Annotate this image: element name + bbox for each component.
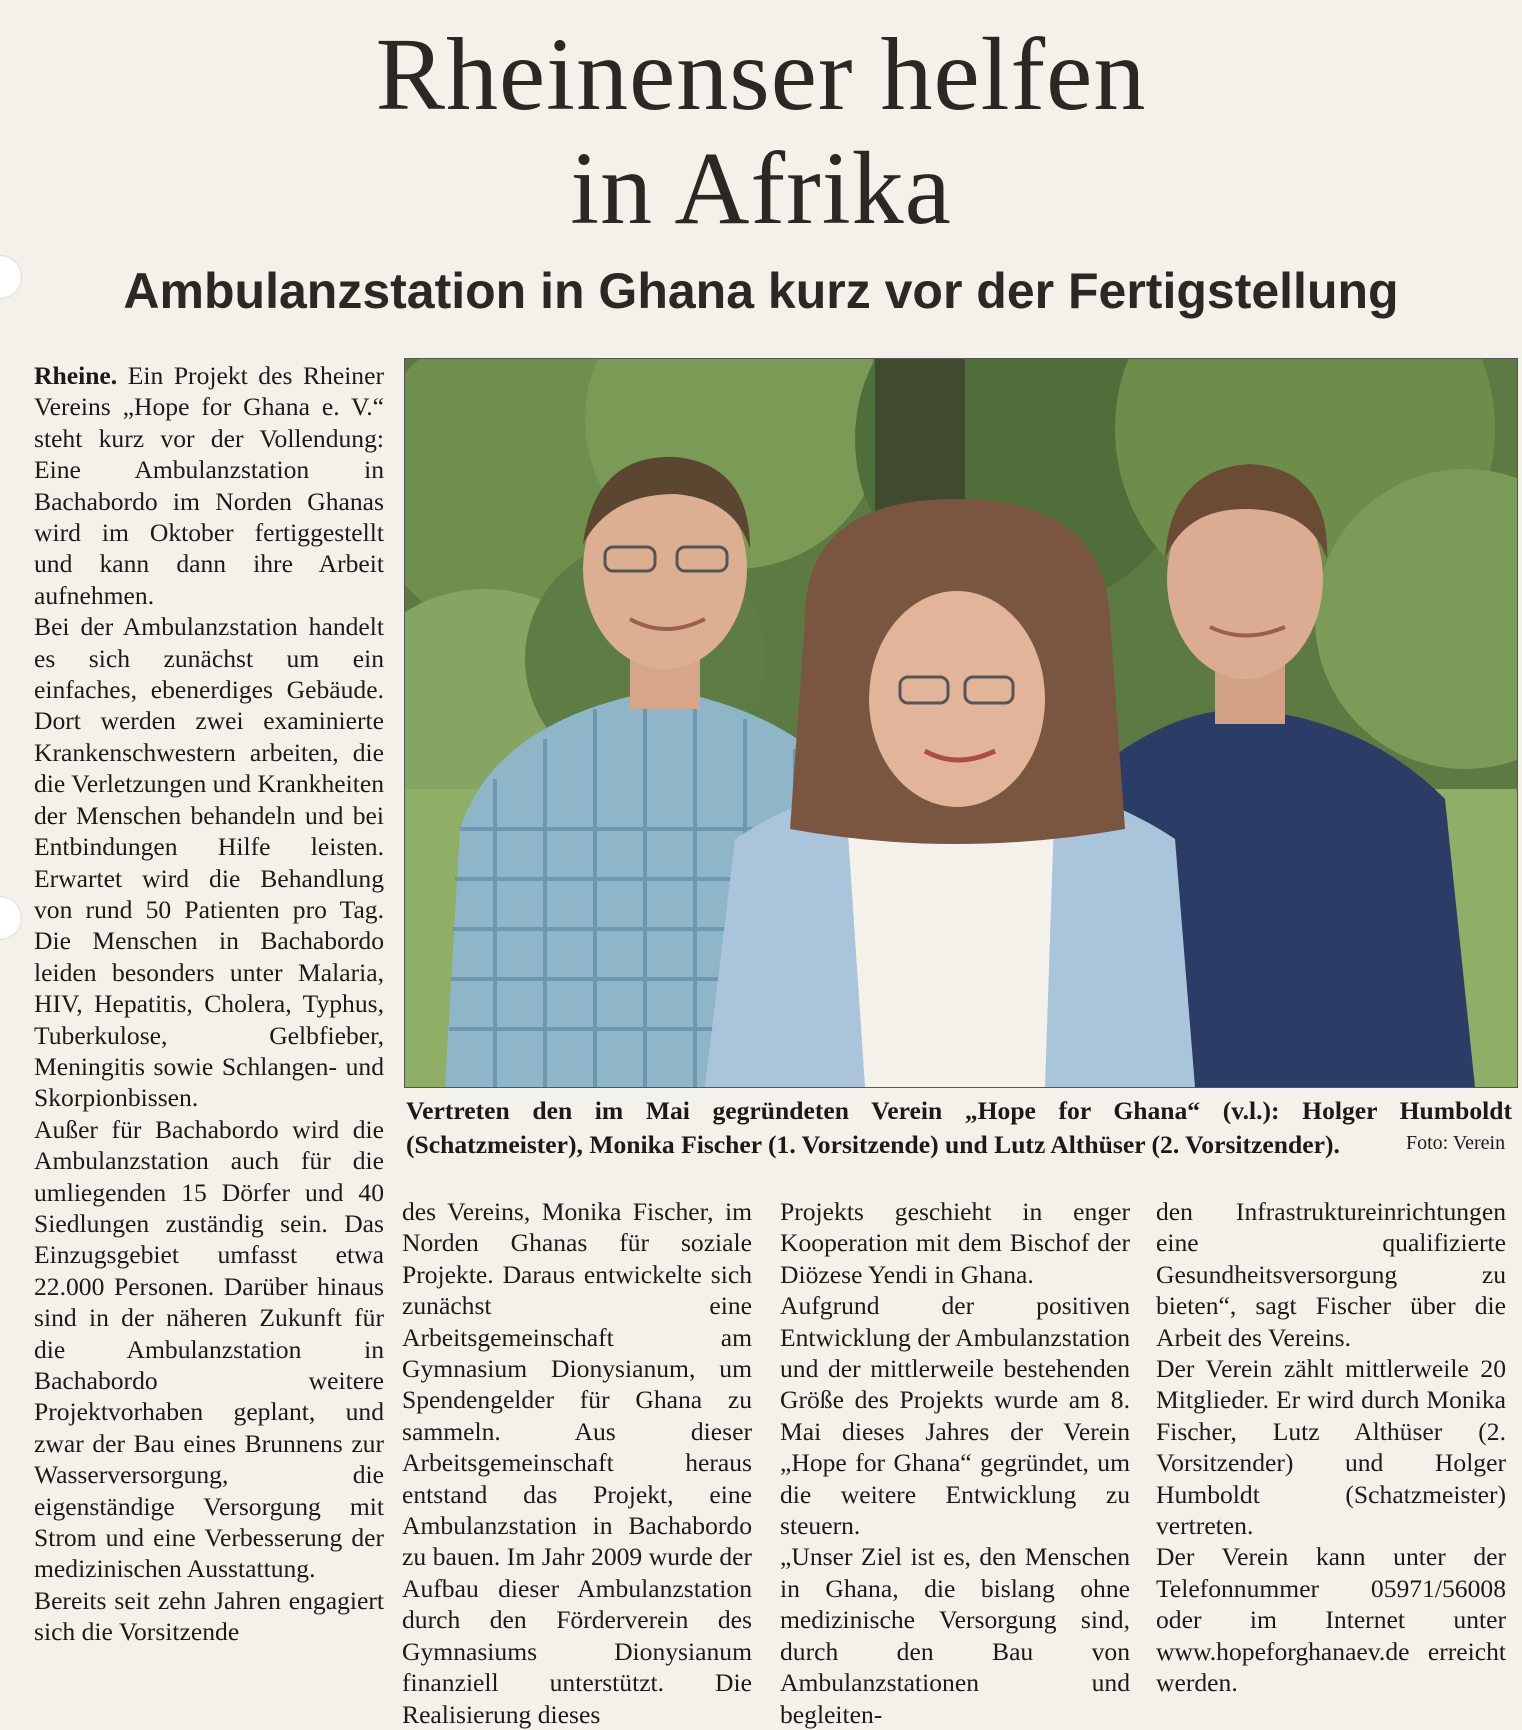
paragraph: Der Verein kann unter der Telefonnummer 05971/56008 oder im Internet unter www.hopeforghanaev.de erreicht werden. bbox=[1156, 1542, 1506, 1698]
photo-illustration bbox=[405, 359, 1517, 1087]
group-photo bbox=[404, 358, 1518, 1088]
paragraph: Bereits seit zehn Jahren engagiert sich die Vorsitzende bbox=[34, 1585, 384, 1647]
paragraph: „Unser Ziel ist es, den Menschen in Ghana, die bislang ohne medizinische Versorgung sind, durch den Bau von Ambulanzstationen und begleiten- bbox=[780, 1542, 1130, 1729]
photo-credit: Foto: Verein bbox=[1406, 1132, 1506, 1154]
headline bbox=[0, 18, 1522, 246]
paragraph: Außer für Bachabordo wird die Ambulanzstation auch für die umliegenden 15 Dörfer und 40 Siedlungen zuständig sein. Das Einzugsgebiet umfasst etwa 22.000 Personen. Darüber hinaus sind in der näheren Zukunft für die Ambulanzstation in Bachabordo weitere Projektvorhaben geplant, und zwar der Bau eines Brunnens zur Wasserversorgung, die eigenständige Versorgung mit Strom und eine Verbesserung der medizinischen Ausstattung. bbox=[34, 1114, 384, 1584]
article-column-2 bbox=[402, 1196, 752, 1730]
headline-line-1: Rheinenser helfen bbox=[375, 17, 1147, 132]
paragraph: Der Verein zählt mittlerweile 20 Mitglieder. Er wird durch Monika Fischer, Lutz Althüser (2. Vorsitzender) und Holger Humboldt (Schatzmeister) vertreten. bbox=[1156, 1354, 1506, 1541]
paragraph-text: Ein Projekt des Rheiner Vereins „Hope for Ghana e. V.“ steht kurz vor der Vollendung: Eine Ambulanzstation in Bachabordo im Norden Ghanas wird im Oktober fertiggestellt und kann dann ihre Arbeit aufnehmen. bbox=[34, 361, 384, 610]
punch-hole-bottom bbox=[0, 896, 22, 940]
paragraph: Bei der Ambulanzstation handelt es sich zunächst um ein einfaches, ebenerdiges Gebäude. Dort werden zwei examinierte Krankenschwestern arbeiten, die die Verletzungen und Krankheiten der Menschen behandeln und bei Entbindungen Hilfe leisten. Erwartet wird die Behandlung von rund 50 Patienten pro Tag. Die Menschen in Bachabordo leiden besonders unter Malaria, HIV, Hepatitis, Cholera, Typhus, Tuberkulose, Gelbfieber, Meningitis sowie Schlangen- und Skorpionbissen. bbox=[34, 612, 384, 1113]
subheadline: Ambulanzstation in Ghana kurz vor der Fertigstellung bbox=[123, 263, 1399, 319]
article-column-3 bbox=[780, 1196, 1130, 1730]
paragraph: den Infrastruktureinrichtungen eine qualifizierte Gesundheitsversorgung zu bieten“, sagt Fischer über die Arbeit des Vereins. bbox=[1156, 1197, 1506, 1352]
headline-line-2: in Afrika bbox=[570, 131, 952, 246]
paragraph: Projekts geschieht in enger Kooperation mit dem Bischof der Diözese Yendi in Ghana. bbox=[780, 1197, 1130, 1289]
article-column-1 bbox=[34, 360, 384, 1648]
paragraph: Aufgrund der positiven Entwicklung der Ambulanzstation und der mittlerweile bestehenden Größe des Projekts wurde am 8. Mai dieses Jahres der Verein „Hope for Ghana“ gegründet, um die weitere Entwicklung zu steuern. bbox=[780, 1291, 1130, 1541]
article-column-4 bbox=[1156, 1196, 1506, 1699]
photo-caption: Vertreten den im Mai gegründeten Verein „Hope for Ghana“ (v.l.): Holger Humboldt (Schatzmeister), Monika Fischer (1. Vorsitzende) und Lutz Althüser (2. Vorsitzender). bbox=[406, 1096, 1512, 1159]
dateline: Rheine. bbox=[34, 361, 118, 390]
paragraph bbox=[34, 360, 384, 611]
paragraph: des Vereins, Monika Fischer, im Norden Ghanas für soziale Projekte. Daraus entwickelte sich zunächst eine Arbeitsgemeinschaft am Gymnasium Dionysianum, um Spendengelder für Ghana zu sammeln. Aus dieser Arbeitsgemeinschaft heraus entstand das Projekt, eine Ambulanzstation in Bachabordo zu bauen. Im Jahr 2009 wurde der Aufbau dieser Ambulanzstation durch den Förderverein des Gymnasiums Dionysianum finanziell unterstützt. Die Realisierung dieses bbox=[402, 1197, 752, 1729]
